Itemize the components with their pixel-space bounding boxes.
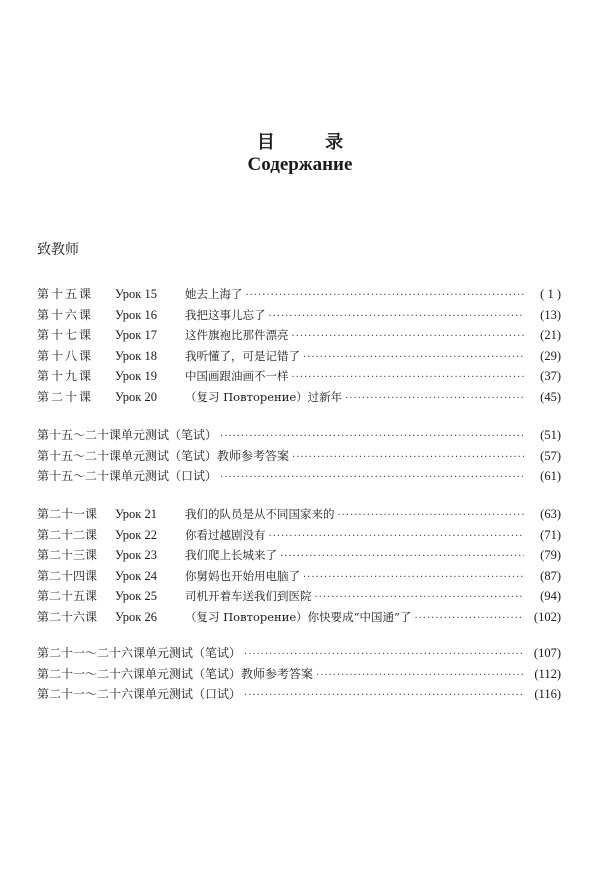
toc-row	[37, 425, 561, 446]
dot-leader	[280, 547, 524, 568]
lesson-title: （复习 Повторение）你快要成“中国通”了	[185, 609, 412, 624]
dot-leader	[220, 468, 524, 489]
lesson-number-ru: Урок 16	[115, 307, 157, 322]
toc-row	[37, 346, 561, 367]
toc-row	[37, 643, 561, 664]
toc-row	[37, 466, 561, 487]
lesson-number-ru: Урок 18	[115, 348, 157, 363]
lessons-15-20-section	[37, 284, 561, 407]
lesson-number-cn: 第十五课	[37, 287, 94, 301]
lesson-number-cn: 第二十课	[37, 389, 94, 404]
dot-leader	[269, 527, 525, 548]
lesson-number-cn: 第十七课	[37, 328, 94, 342]
lesson-number-cn: 第十八课	[37, 348, 94, 363]
lesson-number-ru: Урок 17	[115, 328, 157, 342]
dot-leader	[315, 588, 525, 609]
unit-test-title: 第二十一～二十六课单元测试（口试）	[37, 687, 242, 701]
lesson-title: 我把这事儿忘了	[185, 307, 266, 322]
dot-leader	[244, 645, 524, 666]
lesson-number-cn: 第二十二课	[37, 527, 98, 542]
lesson-number-cn: 第二十四课	[37, 568, 98, 583]
page-number: (87)	[540, 568, 561, 583]
to-teacher-entry: 致教师	[37, 242, 79, 258]
toc-row	[37, 566, 561, 587]
dot-leader	[338, 506, 525, 527]
unit-test-title: 第十五～二十课单元测试（口试）	[37, 469, 218, 483]
toc-row	[37, 325, 561, 346]
lesson-number-cn: 第十九课	[37, 369, 94, 383]
dot-leader	[269, 307, 525, 328]
lesson-number-ru: Урок 15	[115, 287, 157, 301]
lesson-title: 这件旗袍比那件漂亮	[185, 328, 289, 342]
page-number: ( 1 )	[540, 287, 561, 301]
unit-tests-21-26-section	[37, 643, 561, 705]
lesson-title: 司机开着车送我们到医院	[185, 589, 312, 603]
lesson-number-cn: 第二十三课	[37, 548, 98, 562]
dot-leader	[246, 286, 525, 307]
page-number: (37)	[540, 369, 561, 383]
toc-row	[37, 664, 561, 685]
page-number: (57)	[540, 448, 561, 463]
dot-leader	[220, 427, 524, 448]
lesson-number-ru: Урок 21	[115, 507, 157, 521]
dot-leader	[292, 368, 525, 389]
dot-leader	[292, 327, 525, 348]
page-number: (79)	[540, 548, 561, 562]
page-number: (51)	[540, 428, 561, 442]
toc-row	[37, 525, 561, 546]
lesson-number-ru: Урок 22	[115, 527, 157, 542]
page-number: (21)	[540, 328, 561, 342]
toc-row	[37, 684, 561, 705]
toc-row	[37, 387, 561, 408]
lesson-title: 我们爬上长城来了	[185, 548, 277, 562]
dot-leader	[244, 686, 524, 707]
lesson-title: 你舅妈也开始用电脑了	[185, 568, 300, 583]
toc-row	[37, 446, 561, 467]
page-number: (112)	[534, 666, 561, 681]
lesson-number-ru: Урок 20	[115, 389, 157, 404]
page-number: (116)	[534, 687, 561, 701]
toc-row	[37, 366, 561, 387]
unit-test-title: 第二十一～二十六课单元测试（笔试）	[37, 646, 242, 660]
lesson-number-cn: 第二十五课	[37, 589, 98, 603]
lesson-number-ru: Урок 19	[115, 369, 157, 383]
lesson-number-ru: Урок 25	[115, 589, 157, 603]
dot-leader	[316, 666, 524, 687]
toc-row	[37, 284, 561, 305]
lesson-title: 中国画跟油画不一样	[185, 369, 289, 383]
toc-title-russian: Содержание	[247, 154, 353, 175]
dot-leader	[414, 609, 524, 630]
unit-test-title: 第十五～二十课单元测试（笔试）	[37, 428, 218, 442]
toc-row	[37, 504, 561, 525]
page-number: (13)	[540, 307, 561, 322]
toc-row	[37, 545, 561, 566]
lesson-title: 我听懂了，可是记错了	[185, 348, 300, 363]
dot-leader	[292, 448, 524, 469]
lesson-title: 她去上海了	[185, 287, 243, 301]
lesson-number-ru: Урок 26	[115, 609, 157, 624]
lesson-title: 我们的队员是从不同国家来的	[185, 507, 335, 521]
lesson-title: 你看过越剧没有	[185, 527, 266, 542]
dot-leader	[303, 348, 524, 369]
page-number: (102)	[533, 609, 561, 624]
lesson-title: （复习 Повторение）过新年	[185, 389, 343, 404]
page-number: (61)	[540, 469, 561, 483]
toc-row	[37, 305, 561, 326]
unit-test-title: 第二十一～二十六课单元测试（笔试）教师参考答案	[37, 666, 314, 681]
toc-row	[37, 586, 561, 607]
page-number: (94)	[540, 589, 561, 603]
toc-row	[37, 607, 561, 628]
dot-leader	[303, 568, 524, 589]
dot-leader	[345, 389, 524, 410]
lesson-number-cn: 第十六课	[37, 307, 94, 322]
lesson-number-ru: Урок 23	[115, 548, 157, 562]
page-number: (45)	[540, 389, 561, 404]
toc-title-chinese: 目 录	[256, 132, 366, 153]
unit-test-title: 第十五～二十课单元测试（笔试）教师参考答案	[37, 448, 290, 463]
page-number: (29)	[540, 348, 561, 363]
lesson-number-ru: Урок 24	[115, 568, 157, 583]
lessons-21-26-section	[37, 504, 561, 627]
lesson-number-cn: 第二十六课	[37, 609, 98, 624]
unit-tests-15-20-section	[37, 425, 561, 487]
page-number: (71)	[540, 527, 561, 542]
page-number: (63)	[540, 507, 561, 521]
page-number: (107)	[533, 646, 561, 660]
lesson-number-cn: 第二十一课	[37, 507, 98, 521]
